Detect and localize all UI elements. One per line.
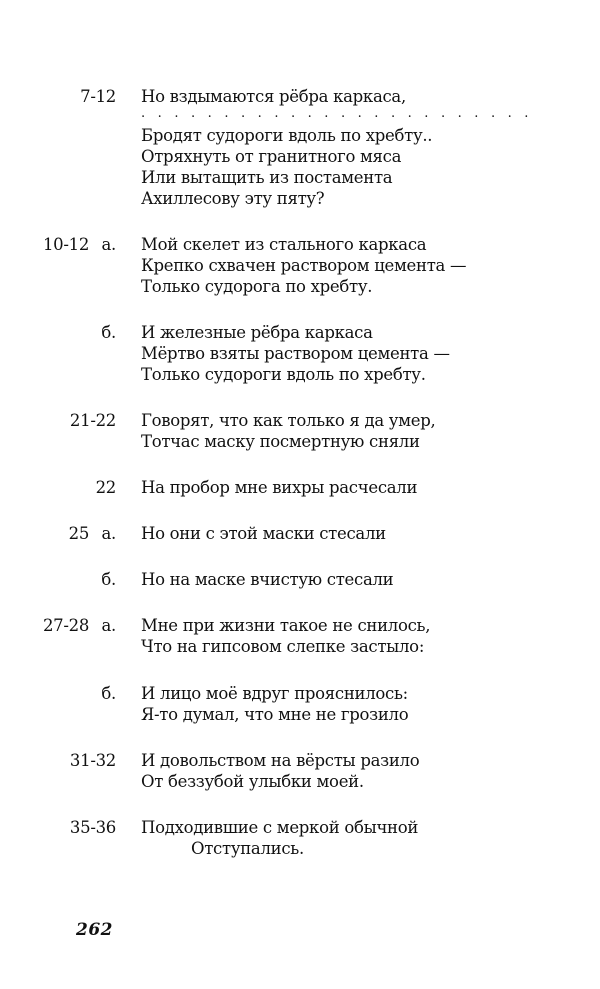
variant-lines bbox=[141, 322, 581, 385]
line-reference bbox=[43, 615, 116, 636]
verse-line-indented: Отступались. bbox=[191, 839, 304, 858]
variant-lines bbox=[141, 817, 581, 859]
line-reference bbox=[94, 569, 116, 590]
variant-lines bbox=[141, 523, 581, 544]
verse-line: Или вытащить из постамента bbox=[141, 168, 393, 187]
verse-line: Тотчас маску посмертную сняли bbox=[141, 432, 420, 451]
verse-line: Я-то думал, что мне не грозило bbox=[141, 705, 409, 724]
line-range: 25 bbox=[68, 524, 90, 543]
line-range: 35-36 bbox=[69, 818, 116, 837]
variant-letter: б. bbox=[101, 684, 116, 703]
verse-line: Но они с этой маски стесали bbox=[141, 524, 386, 543]
variant-letter: б. bbox=[101, 570, 116, 589]
page-number: 262 bbox=[76, 920, 113, 940]
line-range: 22 bbox=[95, 478, 116, 497]
line-range: 7-12 bbox=[80, 87, 116, 106]
verse-line: И довольством на вёрсты разило bbox=[141, 751, 420, 770]
line-reference bbox=[70, 817, 116, 838]
variant-lines bbox=[141, 569, 581, 590]
line-reference bbox=[94, 322, 116, 343]
verse-line: На пробор мне вихры расчесали bbox=[141, 478, 418, 497]
variant-lines bbox=[141, 683, 581, 725]
variant-lines bbox=[141, 477, 581, 498]
verse-line: Что на гипсовом слепке застыло: bbox=[141, 637, 425, 656]
variant-lines bbox=[141, 86, 581, 209]
verse-line: Подходившие с меркой обычной bbox=[141, 818, 419, 837]
verse-line: Мне при жизни такое не снилось, bbox=[141, 616, 431, 635]
verse-line: Бродят судороги вдоль по хребту.. bbox=[141, 126, 433, 145]
verse-line: Отряхнуть от гранитного мяса bbox=[141, 147, 402, 166]
line-reference bbox=[80, 86, 116, 107]
line-reference bbox=[70, 410, 116, 431]
variant-letter: а. bbox=[101, 616, 116, 635]
verse-line: Говорят, что как только я да умер, bbox=[141, 411, 436, 430]
variant-lines bbox=[141, 750, 581, 792]
line-reference bbox=[94, 683, 116, 704]
verse-line: От беззубой улыбки моей. bbox=[141, 772, 364, 791]
line-reference bbox=[70, 750, 116, 771]
line-range: 21-22 bbox=[69, 411, 116, 430]
variant-letter: а. bbox=[101, 524, 116, 543]
verse-line: Только судороги вдоль по хребту. bbox=[141, 365, 426, 384]
variant-lines bbox=[141, 615, 581, 657]
variant-letter: а. bbox=[101, 235, 116, 254]
omission-dots: . . . . . . . . . . . . . . . . . . . . . . . . bbox=[141, 106, 533, 121]
verse-line: И лицо моё вдруг прояснилось: bbox=[141, 684, 408, 703]
variant-lines bbox=[141, 410, 581, 452]
line-range: 10-12 bbox=[42, 235, 90, 254]
verse-line: Мёртво взяты раствором цемента — bbox=[141, 344, 450, 363]
verse-line: Крепко схвачен раствором цемента — bbox=[141, 256, 467, 275]
verse-line: И железные рёбра каркаса bbox=[141, 323, 373, 342]
variant-letter: б. bbox=[101, 323, 116, 342]
line-range: 31-32 bbox=[69, 751, 116, 770]
verse-line: Только судорога по хребту. bbox=[141, 277, 373, 296]
verse-line: Ахиллесову эту пяту? bbox=[141, 189, 325, 208]
line-reference bbox=[43, 234, 116, 255]
verse-line: Мой скелет из стального каркаса bbox=[141, 235, 427, 254]
verse-line: Но вздымаются рёбра каркаса, bbox=[141, 87, 406, 106]
line-reference bbox=[69, 523, 116, 544]
line-reference bbox=[96, 477, 116, 498]
verse-line: Но на маске вчистую стесали bbox=[141, 570, 394, 589]
variant-lines bbox=[141, 234, 581, 297]
line-range: 27-28 bbox=[42, 616, 90, 635]
